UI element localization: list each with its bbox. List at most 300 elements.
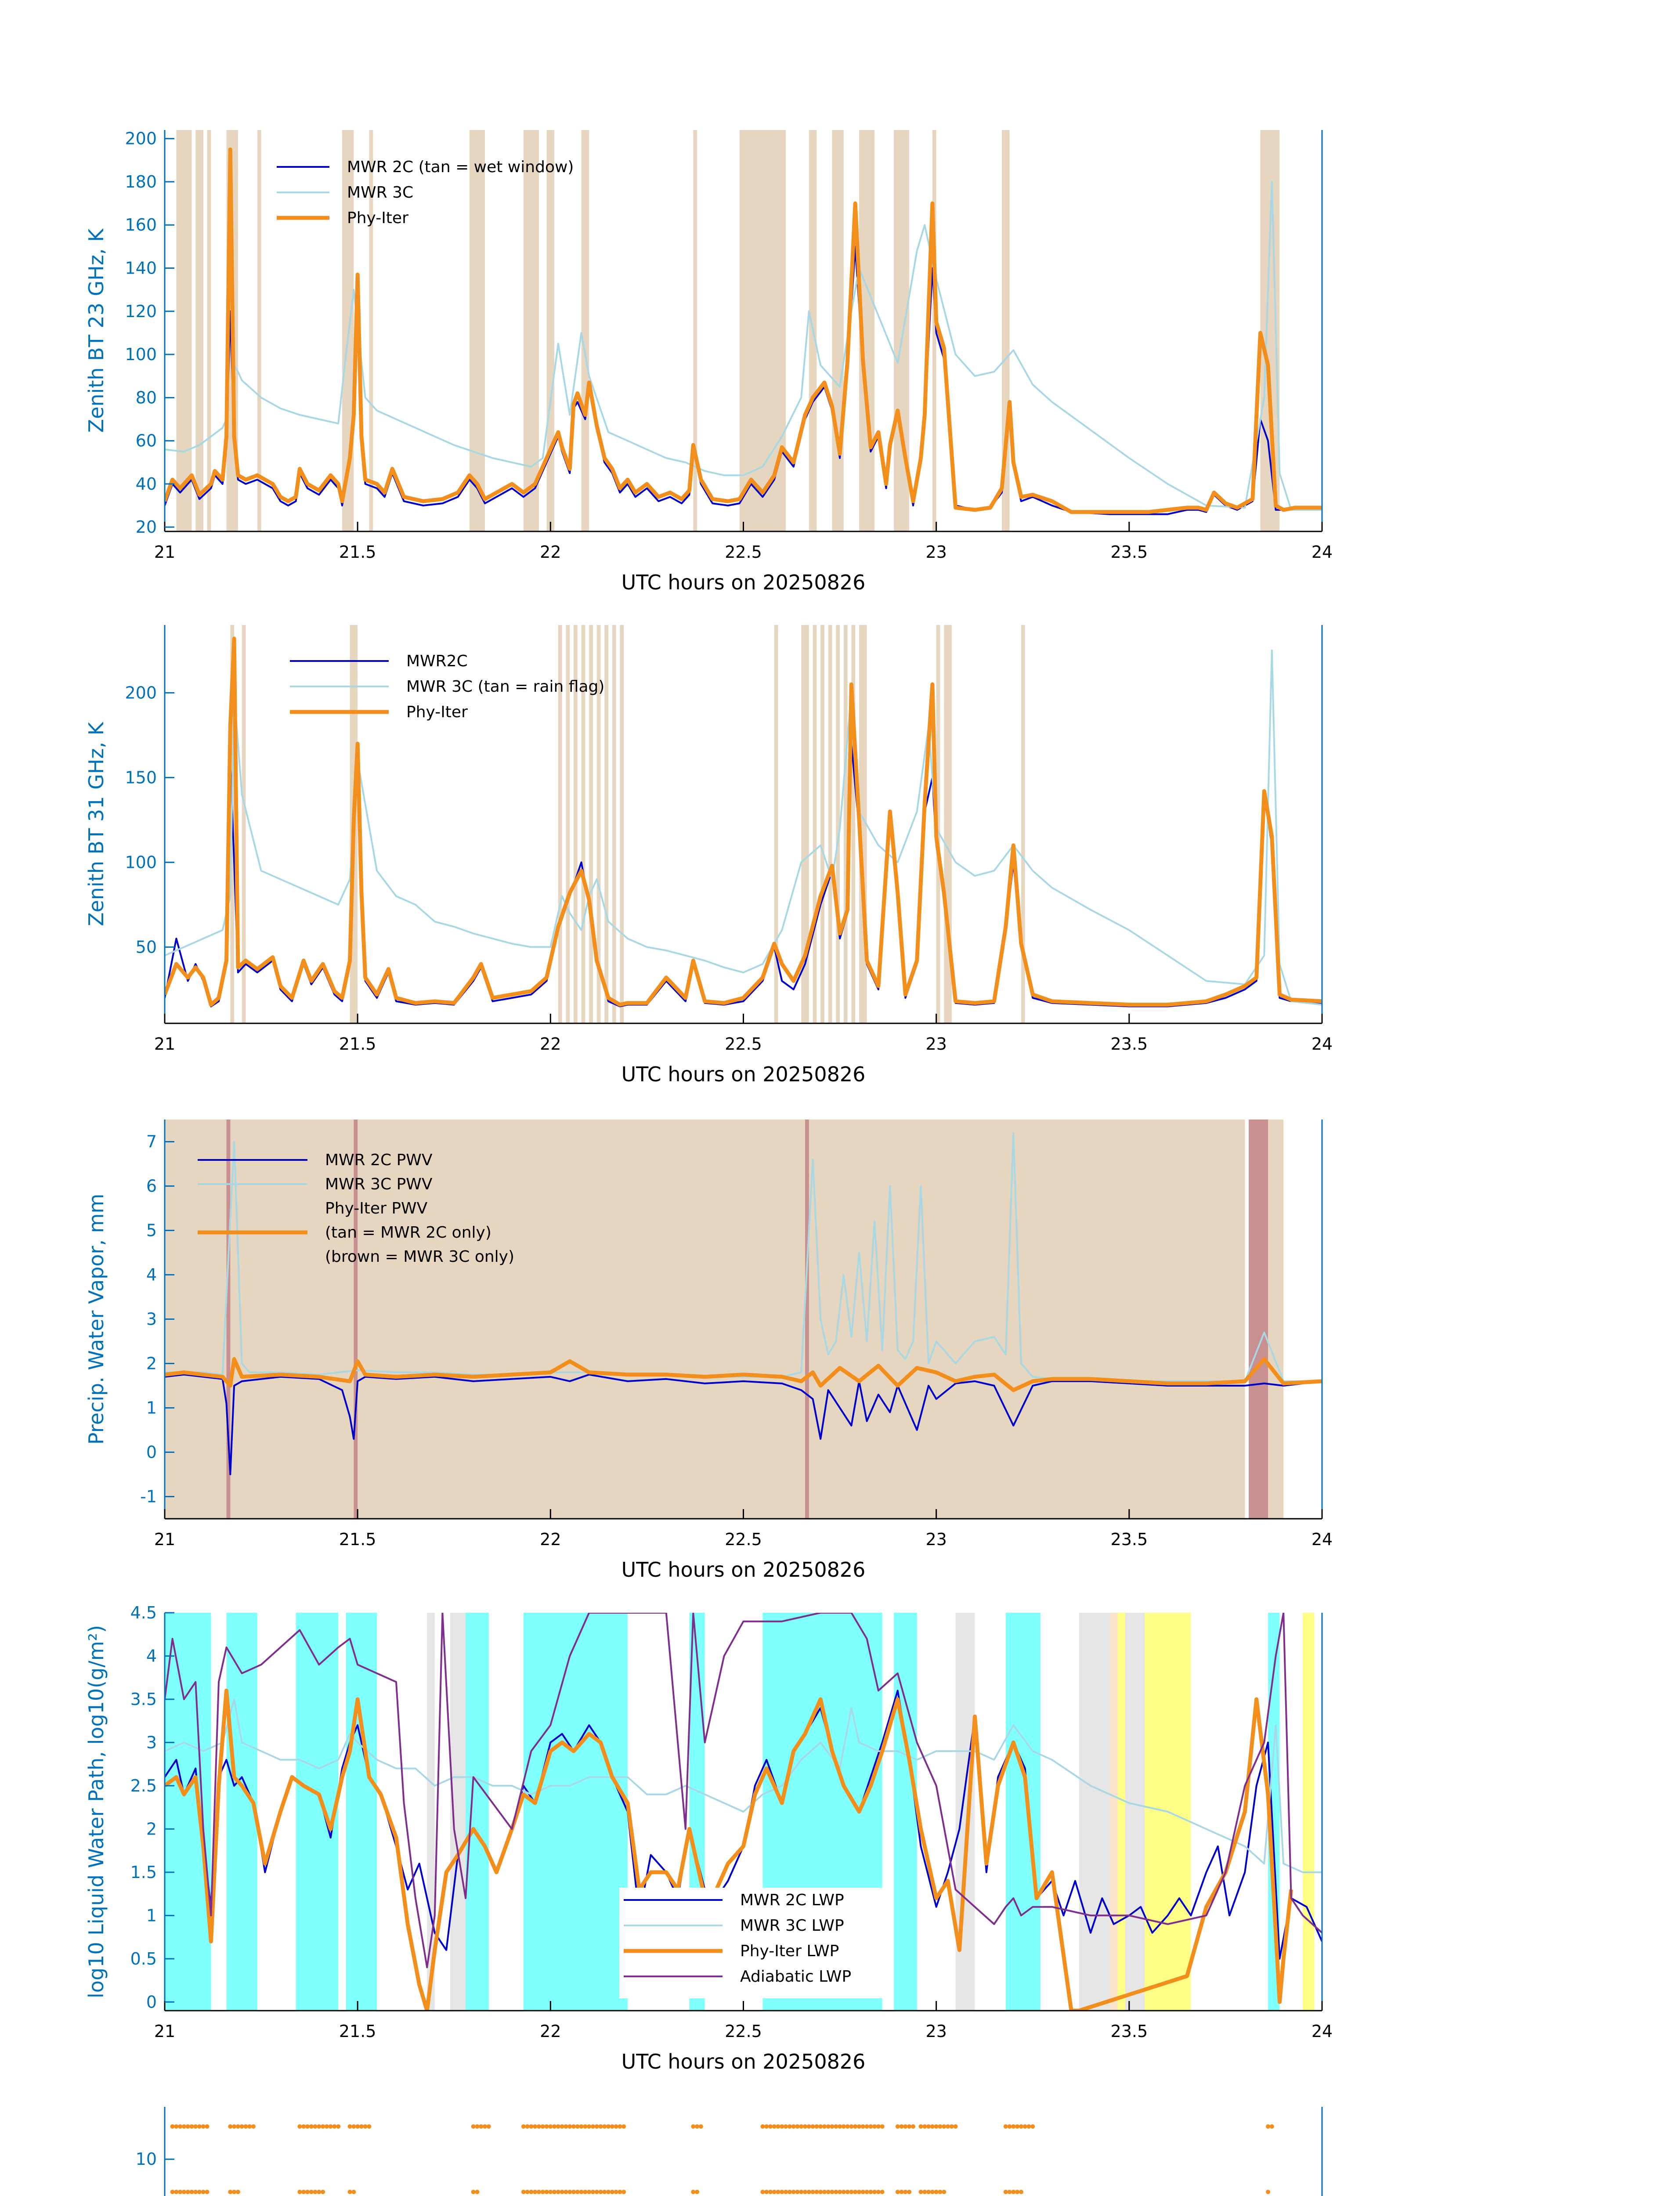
flag-point: [907, 2190, 911, 2194]
x-tick-label: 23.5: [1110, 1034, 1148, 1054]
y-tick-label: 100: [125, 345, 157, 365]
brown-flag-band: [805, 1120, 809, 1519]
flag-point: [193, 2190, 198, 2194]
flag-point: [834, 2190, 838, 2194]
tan-flag-band: [524, 130, 539, 531]
x-tick-label: 21.5: [339, 1530, 376, 1549]
flag-point: [791, 2190, 796, 2194]
tan-flag-band: [832, 130, 844, 531]
y-tick-label: 2.5: [130, 1776, 157, 1795]
y-tick-label: 0.5: [130, 1949, 157, 1968]
flag-point: [317, 2190, 321, 2194]
cyan-band: [1006, 1613, 1041, 2011]
y-tick-label: 4.5: [130, 1603, 157, 1622]
flag-point: [938, 2190, 942, 2194]
flag-point: [818, 2190, 823, 2194]
tan-flag-band: [257, 130, 261, 531]
flag-point: [240, 2124, 244, 2129]
legend-label: MWR 2C LWP: [740, 1891, 844, 1909]
flag-point: [575, 2190, 580, 2194]
flag-point: [784, 2190, 788, 2194]
flag-point: [170, 2190, 175, 2194]
plot-area: [170, 2124, 1321, 2196]
y-tick-label: 2: [146, 1819, 157, 1839]
y-axis-label: Zenith BT 31 GHz, K: [84, 722, 108, 926]
flag-point: [174, 2190, 178, 2194]
flag-point: [525, 2124, 530, 2129]
flag-point: [803, 2190, 807, 2194]
flag-point: [537, 2124, 541, 2129]
flag-point: [934, 2190, 939, 2194]
flag-point: [868, 2124, 873, 2129]
flag-point: [834, 2124, 838, 2129]
y-tick-label: 150: [125, 768, 157, 787]
flag-point: [363, 2124, 368, 2129]
x-tick-label: 22.5: [725, 1034, 762, 1054]
x-tick-label: 21: [154, 1530, 176, 1549]
flag-point: [830, 2190, 835, 2194]
flag-point: [788, 2124, 792, 2129]
y-tick-label: 7: [146, 1132, 157, 1152]
series-mwr2c: [165, 744, 1322, 1006]
flag-point: [178, 2190, 182, 2194]
flag-point: [571, 2124, 576, 2129]
legend-label: MWR 3C (tan = rain flag): [406, 678, 605, 696]
flag-point: [313, 2190, 318, 2194]
flag-point: [695, 2190, 699, 2194]
flag-point: [610, 2124, 614, 2129]
flag-point: [475, 2124, 479, 2129]
flag-point: [545, 2124, 549, 2129]
y-tick-label: 200: [125, 683, 157, 703]
flag-point: [351, 2190, 356, 2194]
x-tick-label: 23.5: [1110, 1530, 1148, 1549]
flag-point: [301, 2124, 306, 2129]
flag-point: [599, 2124, 603, 2129]
x-axis-label: UTC hours on 20250826: [621, 1062, 866, 1086]
y-tick-label: 6: [146, 1176, 157, 1196]
flag-point: [1266, 2124, 1270, 2129]
flag-point: [780, 2190, 784, 2194]
flag-point: [367, 2124, 372, 2129]
flag-point: [849, 2190, 853, 2194]
flag-point: [301, 2190, 306, 2194]
flag-point: [919, 2124, 923, 2129]
flag-point: [853, 2190, 857, 2194]
flag-point: [197, 2124, 202, 2129]
x-tick-label: 21: [154, 542, 176, 562]
cyan-band: [296, 1613, 339, 2011]
x-axis-label: UTC hours on 20250826: [621, 571, 866, 594]
y-tick-label: 2: [146, 1354, 157, 1373]
x-tick-label: 22: [540, 1034, 561, 1054]
flag-point: [872, 2124, 877, 2129]
flag-point: [907, 2124, 911, 2129]
flag-point: [691, 2190, 695, 2194]
tan-flag-band: [620, 625, 624, 1023]
flag-point: [900, 2124, 904, 2129]
flag-point: [880, 2190, 885, 2194]
flag-point: [348, 2124, 352, 2129]
x-tick-label: 21.5: [339, 2022, 376, 2041]
flag-point: [776, 2124, 780, 2129]
tan-flag-band: [828, 625, 832, 1023]
flag-point: [201, 2190, 206, 2194]
flag-point: [297, 2190, 302, 2194]
cyan-band: [894, 1613, 917, 2011]
flag-point: [178, 2124, 182, 2129]
tan-flag-band: [470, 130, 485, 531]
flag-point: [560, 2124, 564, 2129]
x-tick-label: 22.5: [725, 2022, 762, 2041]
x-tick-label: 23: [925, 1034, 947, 1054]
tan-flag-band: [836, 625, 840, 1023]
flag-point: [900, 2190, 904, 2194]
flag-point: [872, 2190, 877, 2194]
flag-point: [579, 2190, 584, 2194]
flag-point: [795, 2190, 799, 2194]
x-tick-label: 23.5: [1110, 542, 1148, 562]
flag-point: [791, 2124, 796, 2129]
flag-point: [764, 2190, 769, 2194]
flag-point: [556, 2124, 560, 2129]
flag-point: [329, 2124, 333, 2129]
flag-point: [537, 2190, 541, 2194]
flag-point: [814, 2124, 819, 2129]
flag-point: [861, 2124, 865, 2129]
tan-flag-band: [820, 625, 824, 1023]
y-tick-label: 50: [135, 937, 157, 957]
flag-point: [545, 2190, 549, 2194]
flag-point: [1030, 2124, 1035, 2129]
flag-point: [919, 2190, 923, 2194]
flag-point: [1011, 2190, 1015, 2194]
tan-flag-band: [604, 625, 608, 1023]
flag-point: [1004, 2124, 1008, 2129]
flag-point: [471, 2124, 476, 2129]
flag-point: [595, 2190, 599, 2194]
flag-point: [591, 2124, 595, 2129]
flag-point: [348, 2190, 352, 2194]
cyan-band: [524, 1613, 628, 2011]
flag-point: [359, 2124, 364, 2129]
x-tick-label: 22.5: [725, 542, 762, 562]
x-axis-label: UTC hours on 20250826: [621, 2050, 866, 2073]
flag-point: [564, 2190, 568, 2194]
flag-point: [1270, 2124, 1274, 2129]
flag-point: [1023, 2124, 1027, 2129]
flag-point: [189, 2124, 194, 2129]
series-mwr-3c: [165, 650, 1322, 1005]
panel-3: [84, 1120, 1333, 1582]
tan-flag-band: [813, 625, 817, 1023]
flag-point: [533, 2124, 537, 2129]
flag-point: [1019, 2124, 1023, 2129]
flag-point: [896, 2124, 900, 2129]
flag-point: [602, 2190, 607, 2194]
y-tick-label: 100: [125, 852, 157, 872]
flag-point: [903, 2190, 907, 2194]
flag-point: [780, 2124, 784, 2129]
peach-band: [1110, 1613, 1118, 2011]
legend-label: Phy-Iter LWP: [740, 1942, 839, 1960]
flag-point: [599, 2190, 603, 2194]
y-tick-label: 1: [146, 1398, 157, 1418]
x-axis-label: UTC hours on 20250826: [621, 1558, 866, 1582]
flag-point: [838, 2124, 842, 2129]
x-tick-label: 23.5: [1110, 2022, 1148, 2041]
x-tick-label: 23: [925, 542, 947, 562]
y-tick-label: 0: [146, 1992, 157, 2012]
flag-point: [861, 2190, 865, 2194]
gray-band: [1079, 1613, 1110, 2011]
panel-2: [84, 625, 1333, 1086]
flag-point: [201, 2124, 206, 2129]
legend-label: MWR 3C LWP: [740, 1917, 844, 1935]
flag-point: [865, 2124, 869, 2129]
flag-point: [587, 2124, 591, 2129]
legend: [290, 652, 604, 721]
flag-point: [583, 2124, 587, 2129]
flag-point: [205, 2124, 210, 2129]
flag-point: [614, 2190, 618, 2194]
x-tick-label: 24: [1311, 542, 1333, 562]
tan-flag-band: [547, 130, 555, 531]
flag-point: [556, 2190, 560, 2194]
flag-point: [760, 2190, 765, 2194]
y-tick-label: 200: [125, 129, 157, 148]
flag-point: [691, 2124, 695, 2129]
y-axis-label: Zenith BT 23 GHz, K: [84, 228, 108, 433]
flag-point: [309, 2190, 314, 2194]
flag-point: [583, 2190, 587, 2194]
flag-point: [942, 2190, 946, 2194]
y-tick-label: 3: [146, 1733, 157, 1752]
y-tick-label: 40: [135, 474, 157, 494]
flag-point: [567, 2190, 572, 2194]
flag-point: [621, 2190, 626, 2194]
flag-point: [826, 2190, 831, 2194]
y-tick-label: 1.5: [130, 1862, 157, 1882]
tan-flag-band: [176, 130, 191, 531]
flag-point: [621, 2124, 626, 2129]
flag-point: [845, 2190, 850, 2194]
legend-label: MWR2C: [406, 652, 468, 670]
tan-flag-band: [207, 130, 211, 531]
y-tick-label: 180: [125, 172, 157, 191]
y-tick-label: 10: [135, 2149, 157, 2169]
flag-point: [876, 2124, 881, 2129]
flag-point: [228, 2124, 232, 2129]
flag-point: [541, 2190, 545, 2194]
flag-point: [865, 2190, 869, 2194]
flag-point: [822, 2190, 827, 2194]
flag-point: [768, 2124, 773, 2129]
legend-label: (brown = MWR 3C only): [325, 1248, 515, 1266]
flag-point: [186, 2124, 190, 2129]
y-tick-label: 4: [146, 1265, 157, 1285]
flag-point: [811, 2190, 815, 2194]
flag-point: [818, 2124, 823, 2129]
flag-point: [876, 2190, 881, 2194]
panel-4: [84, 1603, 1333, 2073]
plot-area: [165, 130, 1322, 531]
flag-point: [926, 2190, 931, 2194]
flag-point: [483, 2124, 487, 2129]
flag-point: [868, 2190, 873, 2194]
y-tick-label: 3: [146, 1309, 157, 1329]
flag-point: [942, 2124, 946, 2129]
legend-label: MWR 2C (tan = wet window): [347, 158, 574, 176]
cyan-band: [165, 1613, 211, 2011]
cyan-band: [466, 1613, 489, 2011]
flag-point: [297, 2124, 302, 2129]
y-tick-label: 20: [135, 517, 157, 537]
yellow-band: [1303, 1613, 1314, 2011]
y-tick-label: 140: [125, 258, 157, 278]
x-tick-label: 22: [540, 2022, 561, 2041]
flag-point: [548, 2190, 553, 2194]
y-tick-label: 0: [146, 1442, 157, 1462]
gray-band: [1125, 1613, 1145, 2011]
flag-point: [247, 2124, 252, 2129]
legend-label: Phy-Iter: [347, 209, 408, 227]
flag-point: [189, 2190, 194, 2194]
flag-point: [325, 2124, 329, 2129]
flag-point: [1004, 2190, 1008, 2194]
flag-point: [529, 2124, 533, 2129]
flag-point: [321, 2190, 325, 2194]
flag-point: [811, 2124, 815, 2129]
y-tick-label: 3.5: [130, 1689, 157, 1709]
legend-label: (tan = MWR 2C only): [325, 1224, 491, 1242]
flag-point: [236, 2124, 240, 2129]
flag-point: [533, 2190, 537, 2194]
flag-point: [521, 2124, 526, 2129]
plot-area: [165, 625, 1322, 1023]
y-tick-label: 5: [146, 1221, 157, 1240]
flag-point: [332, 2124, 336, 2129]
y-tick-label: 60: [135, 431, 157, 451]
flag-point: [922, 2190, 927, 2194]
flag-point: [934, 2124, 939, 2129]
yellow-band: [1117, 1613, 1125, 2011]
flag-point: [487, 2124, 491, 2129]
x-tick-label: 24: [1311, 2022, 1333, 2041]
y-tick-label: 80: [135, 388, 157, 408]
flag-point: [768, 2190, 773, 2194]
tan-flag-band: [740, 130, 786, 531]
cyan-band: [346, 1613, 377, 2011]
flag-point: [587, 2190, 591, 2194]
flag-point: [807, 2124, 811, 2129]
x-tick-label: 21.5: [339, 1034, 376, 1054]
y-tick-label: 4: [146, 1646, 157, 1666]
tan-flag-band: [195, 130, 203, 531]
flag-point: [911, 2124, 915, 2129]
x-tick-label: 22.5: [725, 1530, 762, 1549]
flag-point: [857, 2190, 861, 2194]
x-tick-label: 23: [925, 2022, 947, 2041]
flag-point: [309, 2124, 314, 2129]
flag-point: [795, 2124, 799, 2129]
flag-point: [930, 2124, 935, 2129]
flag-point: [930, 2190, 935, 2194]
legend-label: Phy-Iter PWV: [325, 1199, 428, 1217]
flag-point: [525, 2190, 530, 2194]
flag-point: [695, 2124, 699, 2129]
tan-flag-band: [693, 130, 697, 531]
flag-point: [313, 2124, 318, 2129]
x-tick-label: 22: [540, 1530, 561, 1549]
flag-point: [575, 2124, 580, 2129]
flag-point: [1026, 2124, 1031, 2129]
y-tick-label: 120: [125, 301, 157, 321]
flag-point: [842, 2190, 846, 2194]
y-axis-label: log10 Liquid Water Path, log10(g/m²): [84, 1625, 108, 1999]
flag-point: [251, 2124, 256, 2129]
flag-point: [236, 2190, 240, 2194]
flag-point: [529, 2190, 533, 2194]
brown-flag-band: [1249, 1120, 1268, 1519]
flag-point: [317, 2124, 321, 2129]
flag-point: [548, 2124, 553, 2129]
flag-point: [938, 2124, 942, 2129]
flag-point: [799, 2190, 803, 2194]
flag-point: [552, 2124, 556, 2129]
flag-point: [772, 2124, 777, 2129]
flag-point: [521, 2190, 526, 2194]
flag-point: [807, 2190, 811, 2194]
tan-flag-band: [1268, 1120, 1283, 1519]
flag-point: [618, 2190, 622, 2194]
flag-point: [610, 2190, 614, 2194]
flag-point: [541, 2124, 545, 2129]
flag-point: [232, 2190, 236, 2194]
legend-label: MWR 3C: [347, 184, 414, 202]
flag-point: [1019, 2190, 1023, 2194]
flag-point: [845, 2124, 850, 2129]
flag-point: [1015, 2124, 1019, 2129]
flag-point: [243, 2124, 248, 2129]
flag-point: [182, 2190, 186, 2194]
flag-point: [1008, 2124, 1012, 2129]
panel-5: [84, 2107, 1333, 2196]
flag-point: [321, 2124, 325, 2129]
flag-point: [880, 2124, 885, 2129]
flag-point: [803, 2124, 807, 2129]
flag-point: [1015, 2190, 1019, 2194]
y-axis-label: Precip. Water Vapor, mm: [84, 1193, 108, 1445]
flag-point: [205, 2190, 210, 2194]
flag-point: [830, 2124, 835, 2129]
y-tick-label: 1: [146, 1906, 157, 1925]
flag-point: [564, 2124, 568, 2129]
flag-point: [571, 2190, 576, 2194]
flag-point: [606, 2190, 611, 2194]
flag-point: [838, 2190, 842, 2194]
legend-label: MWR 2C PWV: [325, 1151, 433, 1169]
flag-point: [822, 2124, 827, 2129]
flag-point: [602, 2124, 607, 2129]
flag-point: [1011, 2124, 1015, 2129]
flag-point: [479, 2124, 483, 2129]
x-tick-label: 23: [925, 1530, 947, 1549]
flag-point: [552, 2190, 556, 2194]
flag-point: [618, 2124, 622, 2129]
flag-point: [174, 2124, 178, 2129]
flag-point: [1008, 2190, 1012, 2194]
